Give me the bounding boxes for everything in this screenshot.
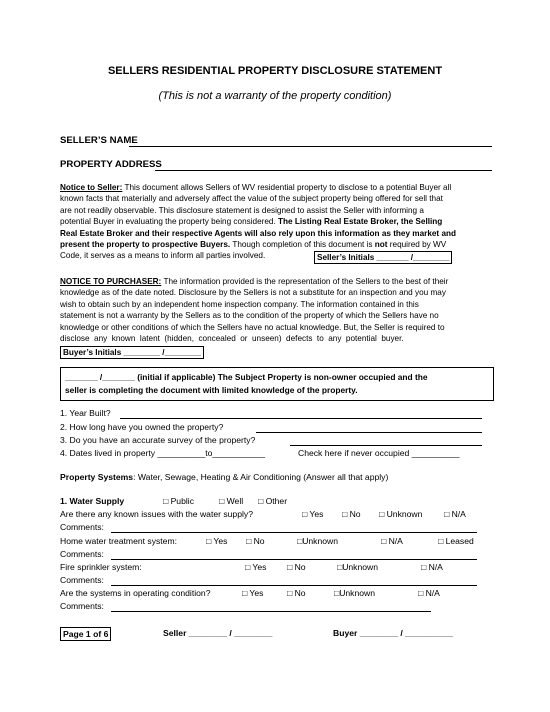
- operating-condition-no[interactable]: □ No: [287, 588, 306, 598]
- fire-sprinkler-na[interactable]: □ N/A: [421, 562, 443, 572]
- footer-buyer-initials[interactable]: Buyer ________ / __________: [333, 628, 453, 638]
- question-year-built: 1. Year Built?: [60, 408, 111, 418]
- document-title: SELLERS RESIDENTIAL PROPERTY DISCLOSURE STATEMENT: [107, 65, 443, 77]
- notice-to-purchaser: NOTICE TO PURCHASER: The information provided is the representation of the Sellers to the best of their knowledge as of the date noted. Disclosure by the Sellers is not a substitute for an inspection and you may wish to obtain such by an independent home inspection company. The information contained in this statement is not a warranty by the Sellers as to the condition of the property of which the Sellers have no knowledge or other conditions of which the Sellers have no actual knowledge. But, the Seller is required to disclose any known latent (hidden, concealed or unseen) defects to any potential buyer.: [60, 277, 449, 344]
- fire-sprinkler-unknown[interactable]: □Unknown: [337, 562, 379, 572]
- question-owned-duration: 2. How long have you owned the property?: [60, 422, 224, 432]
- water-treatment-comments-label: Comments:: [60, 549, 104, 559]
- operating-comments-field[interactable]: [111, 611, 431, 612]
- operating-condition-unknown[interactable]: □Unknown: [334, 588, 376, 598]
- owned-duration-field[interactable]: [256, 432, 482, 433]
- water-treatment-comments-field[interactable]: [111, 559, 477, 560]
- question-dates-lived[interactable]: 4. Dates lived in property __________to___________: [60, 448, 265, 458]
- fire-sprinkler-comments-label: Comments:: [60, 575, 104, 585]
- notice-to-seller: Notice to Seller: This document allows Sellers of WV residential property to disclose to a potential Buyer all known facts that materially and adversely affect the value of the subject property being offered for sell that are not readily observable. This disclosure statement is designed to assist the Seller with informing a potential Buyer in evaluating the property being considered. The Listing Real Estate Broker, the Selling Real Estate Broker and their respective Agents will also rely upon this information as they market and present the property to prospective Buyers. Though completion of this document is not required by WV Code, it serves as a means to inform all parties involved.: [60, 183, 456, 261]
- water-public-checkbox[interactable]: □ Public: [163, 496, 194, 506]
- non-owner-line2: seller is completing the document with limited knowledge of the property.: [65, 385, 358, 395]
- non-owner-occupied-box: [60, 367, 494, 401]
- non-owner-line1[interactable]: _______ /_______ (initial if applicable) The Subject Property is non-owner occupied and the: [65, 372, 428, 382]
- never-occupied-check[interactable]: Check here if never occupied __________: [298, 448, 460, 458]
- water-issues-yes[interactable]: □ Yes: [302, 509, 324, 519]
- year-built-field[interactable]: [120, 418, 482, 419]
- operating-condition-yes[interactable]: □ Yes: [242, 588, 264, 598]
- property-address-label: PROPERTY ADDRESS: [60, 159, 162, 170]
- sellers-initials-box[interactable]: Seller’s Initials _______ /________: [314, 251, 452, 264]
- water-supply-heading: 1. Water Supply: [60, 496, 125, 506]
- water-issues-comments-field[interactable]: [111, 532, 477, 533]
- survey-field[interactable]: [290, 445, 482, 446]
- page-number: Page 1 of 6: [60, 627, 111, 641]
- water-treatment-na[interactable]: □ N/A: [381, 536, 403, 546]
- property-address-field[interactable]: [155, 170, 492, 171]
- water-issues-na[interactable]: □ N/A: [444, 509, 466, 519]
- water-issues-unknown[interactable]: □ Unknown: [379, 509, 423, 519]
- notice-purchaser-heading: NOTICE TO PURCHASER:: [60, 277, 162, 286]
- fire-sprinkler-comments-field[interactable]: [111, 585, 477, 586]
- water-treatment-leased[interactable]: □ Leased: [438, 536, 474, 546]
- water-issues-question: Are there any known issues with the water supply?: [60, 509, 253, 519]
- document-subtitle: (This is not a warranty of the property condition): [158, 90, 392, 102]
- water-well-checkbox[interactable]: □ Well: [219, 496, 244, 506]
- fire-sprinkler-yes[interactable]: □ Yes: [245, 562, 267, 572]
- water-issues-comments-label: Comments:: [60, 522, 104, 532]
- water-treatment-question: Home water treatment system:: [60, 536, 178, 546]
- operating-condition-na[interactable]: □ N/A: [418, 588, 440, 598]
- notice-seller-heading: Notice to Seller:: [60, 183, 123, 192]
- water-treatment-unknown[interactable]: □Unknown: [297, 536, 339, 546]
- buyers-initials-box[interactable]: Buyer’s Initials ________ /________: [60, 346, 204, 359]
- water-issues-no[interactable]: □ No: [342, 509, 361, 519]
- fire-sprinkler-question: Fire sprinkler system:: [60, 562, 142, 572]
- sellers-name-label: SELLER’S NAME: [60, 135, 138, 146]
- water-treatment-no[interactable]: □ No: [246, 536, 265, 546]
- water-treatment-yes[interactable]: □ Yes: [206, 536, 228, 546]
- water-other-checkbox[interactable]: □ Other: [258, 496, 288, 506]
- operating-condition-question: Are the systems in operating condition?: [60, 588, 211, 598]
- sellers-name-field[interactable]: [129, 146, 492, 147]
- footer-seller-initials[interactable]: Seller ________ / ________: [163, 628, 273, 638]
- property-systems-heading: Property Systems: Water, Sewage, Heating & Air Conditioning (Answer all that apply): [60, 472, 389, 482]
- operating-comments-label: Comments:: [60, 601, 104, 611]
- fire-sprinkler-no[interactable]: □ No: [287, 562, 306, 572]
- question-survey: 3. Do you have an accurate survey of the property?: [60, 435, 256, 445]
